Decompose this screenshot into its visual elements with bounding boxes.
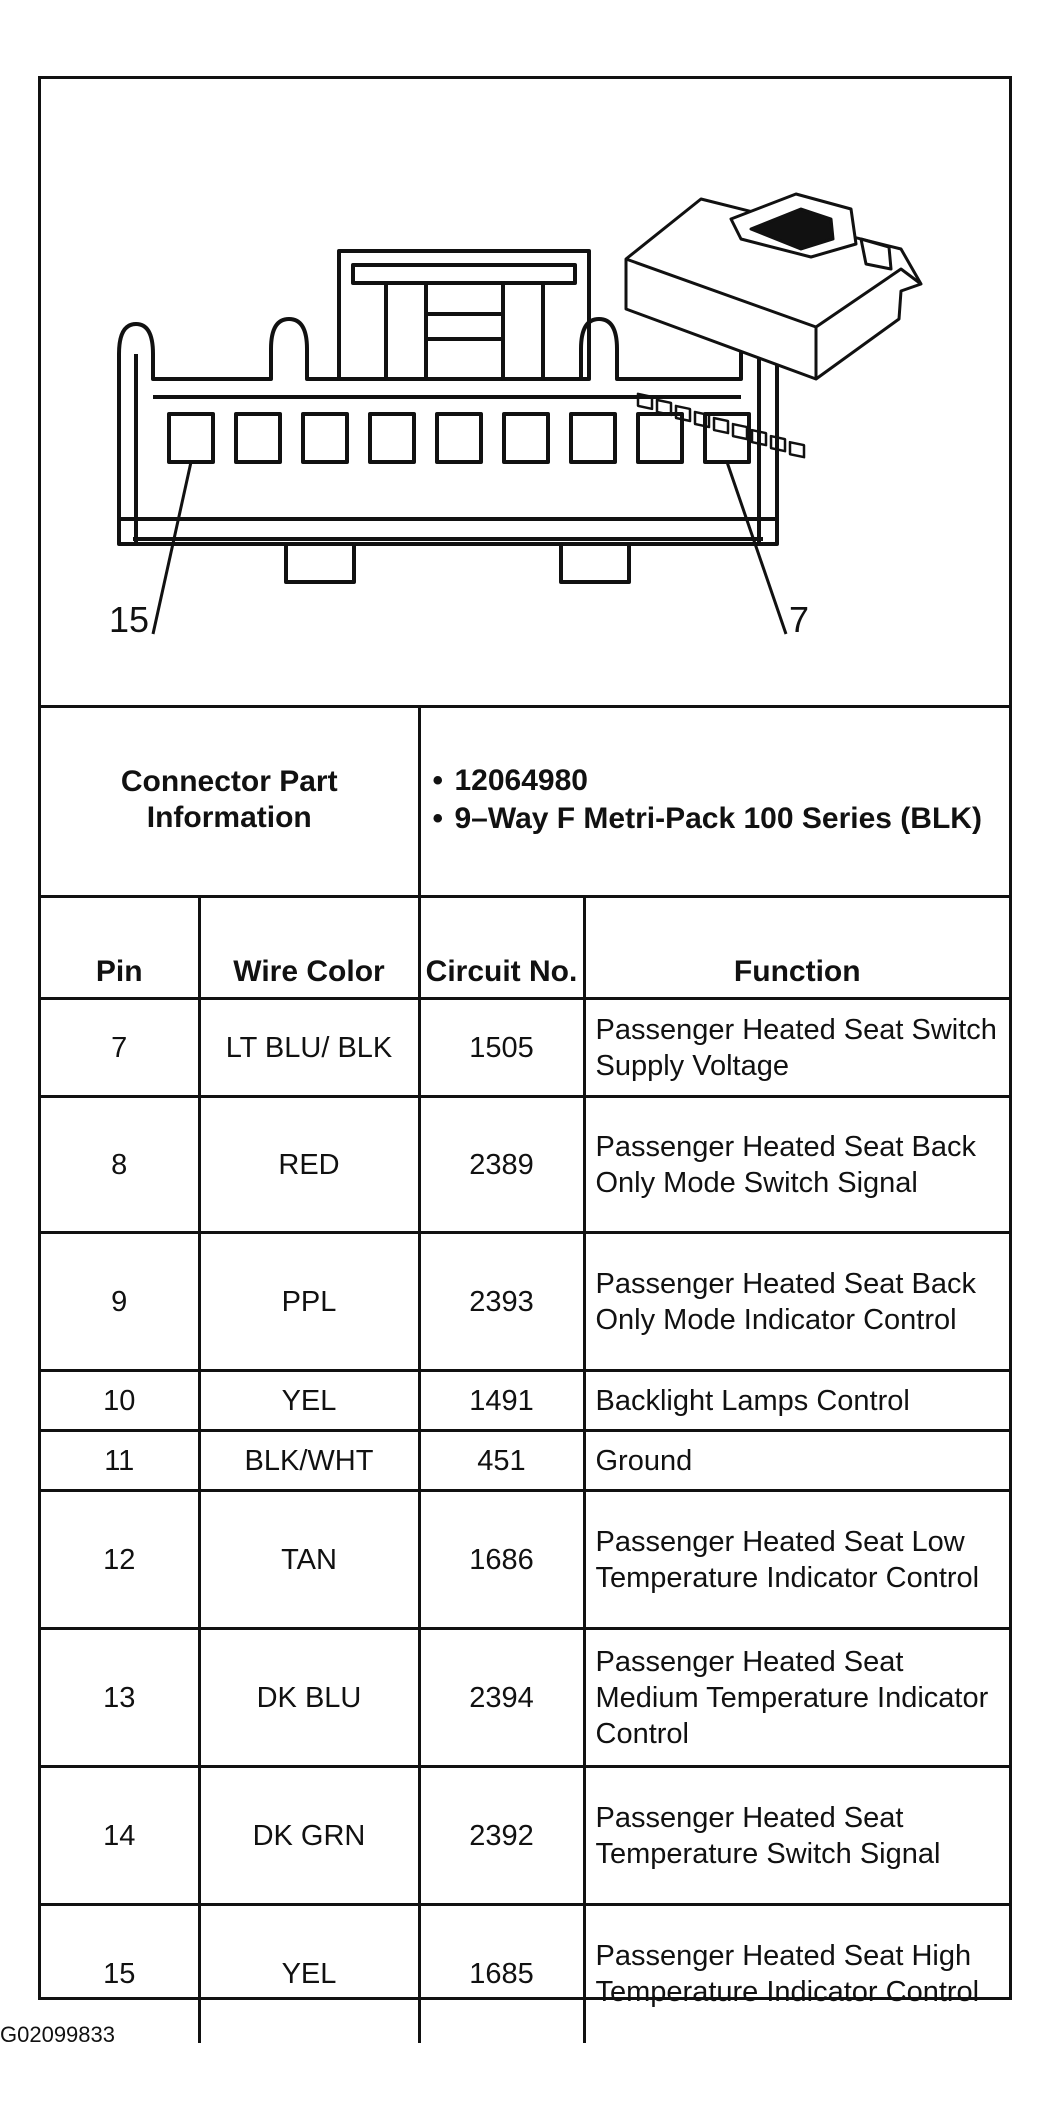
- circuit-number: 1686: [419, 1491, 584, 1629]
- circuit-number: 451: [419, 1431, 584, 1491]
- circuit-number: 2394: [419, 1629, 584, 1767]
- pinout-table: [41, 896, 1009, 2043]
- table-row: [41, 999, 1009, 1097]
- wire-color: TAN: [199, 1491, 419, 1629]
- table-row: [41, 1905, 1009, 2043]
- connector-face-drawing: [41, 79, 1009, 705]
- pin-number: 12: [41, 1491, 199, 1629]
- pin-function: Backlight Lamps Control: [584, 1371, 1009, 1431]
- wire-color: RED: [199, 1097, 419, 1233]
- connector-type: • 9–Way F Metri-Pack 100 Series (BLK): [433, 800, 998, 838]
- wire-color: YEL: [199, 1371, 419, 1431]
- wire-color: DK BLU: [199, 1629, 419, 1767]
- header-function: Function: [584, 896, 1009, 999]
- part-number: • 12064980: [433, 762, 998, 800]
- wire-color: LT BLU/ BLK: [199, 999, 419, 1097]
- pin-number: 15: [41, 1905, 199, 2043]
- wire-color: BLK/WHT: [199, 1431, 419, 1491]
- pin-function: Passenger Heated Seat Low Temperature Indicator Control: [584, 1491, 1009, 1629]
- connector-diagram: [41, 79, 1009, 708]
- pin-function: Passenger Heated Seat Switch Supply Voltage: [584, 999, 1009, 1097]
- pin-7-callout: 7: [789, 599, 810, 640]
- pin-number: 9: [41, 1233, 199, 1371]
- pin-function: Passenger Heated Seat Temperature Switch Signal: [584, 1767, 1009, 1905]
- connector-part-info: [41, 705, 1009, 898]
- table-row: [41, 1767, 1009, 1905]
- pin-number: 14: [41, 1767, 199, 1905]
- pin-number: 11: [41, 1431, 199, 1491]
- header-pin: Pin: [41, 896, 199, 999]
- header-wire-color: Wire Color: [199, 896, 419, 999]
- pin-function: Ground: [584, 1431, 1009, 1491]
- circuit-number: 1505: [419, 999, 584, 1097]
- circuit-number: 2392: [419, 1767, 584, 1905]
- table-row: [41, 1233, 1009, 1371]
- table-row: [41, 1629, 1009, 1767]
- pin-function: Passenger Heated Seat Back Only Mode Indicator Control: [584, 1233, 1009, 1371]
- table-row: [41, 1431, 1009, 1491]
- circuit-number: 1685: [419, 1905, 584, 2043]
- pin-function: Passenger Heated Seat Back Only Mode Switch Signal: [584, 1097, 1009, 1233]
- pin-function: Passenger Heated Seat Medium Temperature Indicator Control: [584, 1629, 1009, 1767]
- connector-figure-frame: [38, 76, 1012, 2009]
- pin-number: 13: [41, 1629, 199, 1767]
- figure-id: G02099833: [0, 2022, 115, 2047]
- table-row: [41, 1097, 1009, 1233]
- circuit-number: 2393: [419, 1233, 584, 1371]
- header-circuit-no: Circuit No.: [419, 896, 584, 999]
- circuit-number: 2389: [419, 1097, 584, 1233]
- wire-color: PPL: [199, 1233, 419, 1371]
- wire-color: YEL: [199, 1905, 419, 2043]
- pin-15-callout: 15: [109, 599, 150, 640]
- table-row: [41, 1371, 1009, 1431]
- circuit-number: 1491: [419, 1371, 584, 1431]
- pin-number: 10: [41, 1371, 199, 1431]
- table-row: [41, 1491, 1009, 1629]
- wire-color: DK GRN: [199, 1767, 419, 1905]
- pin-function: Passenger Heated Seat High Temperature Indicator Control: [584, 1905, 1009, 2043]
- pin-number: 7: [41, 999, 199, 1097]
- connector-part-details: [419, 705, 1009, 896]
- connector-part-label: Connector Part Information: [41, 705, 419, 896]
- pin-number: 8: [41, 1097, 199, 1233]
